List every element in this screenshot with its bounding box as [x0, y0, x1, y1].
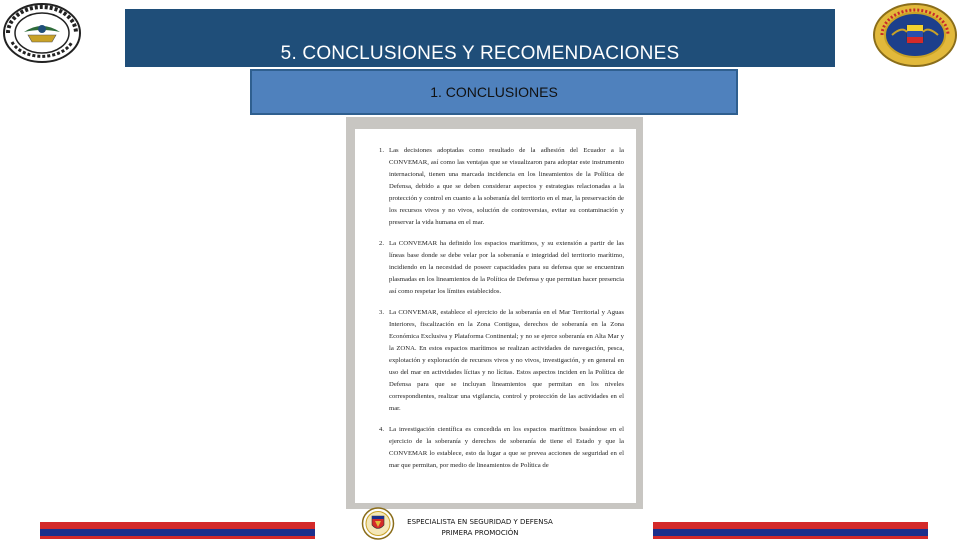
page-title: 5. CONCLUSIONES Y RECOMENDACIONES	[280, 43, 680, 64]
conclusions-list	[355, 145, 636, 472]
footer-line-1: ESPECIALISTA EN SEGURIDAD Y DEFENSA	[407, 518, 553, 526]
conclusion-item	[355, 307, 636, 415]
conclusion-number: 3.	[379, 309, 385, 316]
conclusion-text: La CONVEMAR ha definido los espacios marítimos, y su extensión a partir de las líneas base donde se debe velar por la soberanía e integridad del territorio marítimo, incidiendo en la necesidad de poseer capacidades para su defensa que se encuentran plasmadas en los lineamientos de la Política de Defensa y que permitan hacer presencia así como respetar los límites establecidos.	[389, 240, 624, 295]
document-page	[355, 129, 636, 503]
page-title-banner	[125, 9, 835, 67]
conclusion-number: 1.	[379, 147, 385, 154]
conclusion-text: La investigación científica es concedida en los espacios marítimos basándose en el ejercicio de la soberanía y derechos de soberanía de tiene el Estado y que la CONVEMAR lo establece, esto da lugar a que se prevea acciones de seguridad en el mar que permitan, por medio de lineamientos de Política de	[389, 426, 624, 469]
footer-stripe-right	[653, 522, 928, 539]
fuerzas-armadas-emblem-icon	[2, 2, 82, 64]
conclusion-number: 4.	[379, 426, 385, 433]
academy-shield-icon	[361, 507, 395, 540]
section-subtitle-banner	[250, 69, 738, 115]
document-frame	[346, 117, 643, 509]
footer-line-2: PRIMERA PROMOCIÓN	[441, 529, 519, 537]
footer-caption	[400, 517, 560, 539]
footer-stripe-left	[40, 522, 315, 539]
naval-seal-icon	[872, 2, 958, 68]
conclusion-item	[355, 145, 636, 229]
conclusion-item	[355, 238, 636, 298]
conclusion-text: La CONVEMAR, establece el ejercicio de la soberanía en el Mar Territorial y Aguas Interiores, fiscalización en la Zona Contigua, derechos de soberanía en la Zona Económica Exclusiva y Plataforma Continental; y no se ejerce soberanía en Alta Mar y la ZONA. En estos espacios marítimos se realizan actividades de navegación, pesca, explotación y exploración de recursos vivos y no vivos, investigación, y en general en uso del mar en actividades lícitas y no lícitas. Estos aspectos inciden en la Política de Defensa para que se incluyan lineamientos que permitan en los niveles correspondientes, realizar una vigilancia, control y protección de las actividades en el mar.	[389, 309, 624, 412]
conclusion-number: 2.	[379, 240, 385, 247]
conclusion-text: Las decisiones adoptadas como resultado de la adhesión del Ecuador a la CONVEMAR, así como las ventajas que se visualizaron para adoptar este instrumento internacional, tienen una marcada incidencia en los lineamientos de la Política de Defensa, debido a que se deben considerar aspectos y estrategias relacionadas a la protección y control en cuanto a la soberanía del territorio en el mar, la preservación de los recursos vivos y no vivos, solución de controversias, evitar su contaminación y preservar la vida humana en el mar.	[389, 147, 624, 226]
section-subtitle: 1. CONCLUSIONES	[430, 84, 558, 100]
conclusion-item	[355, 424, 636, 472]
